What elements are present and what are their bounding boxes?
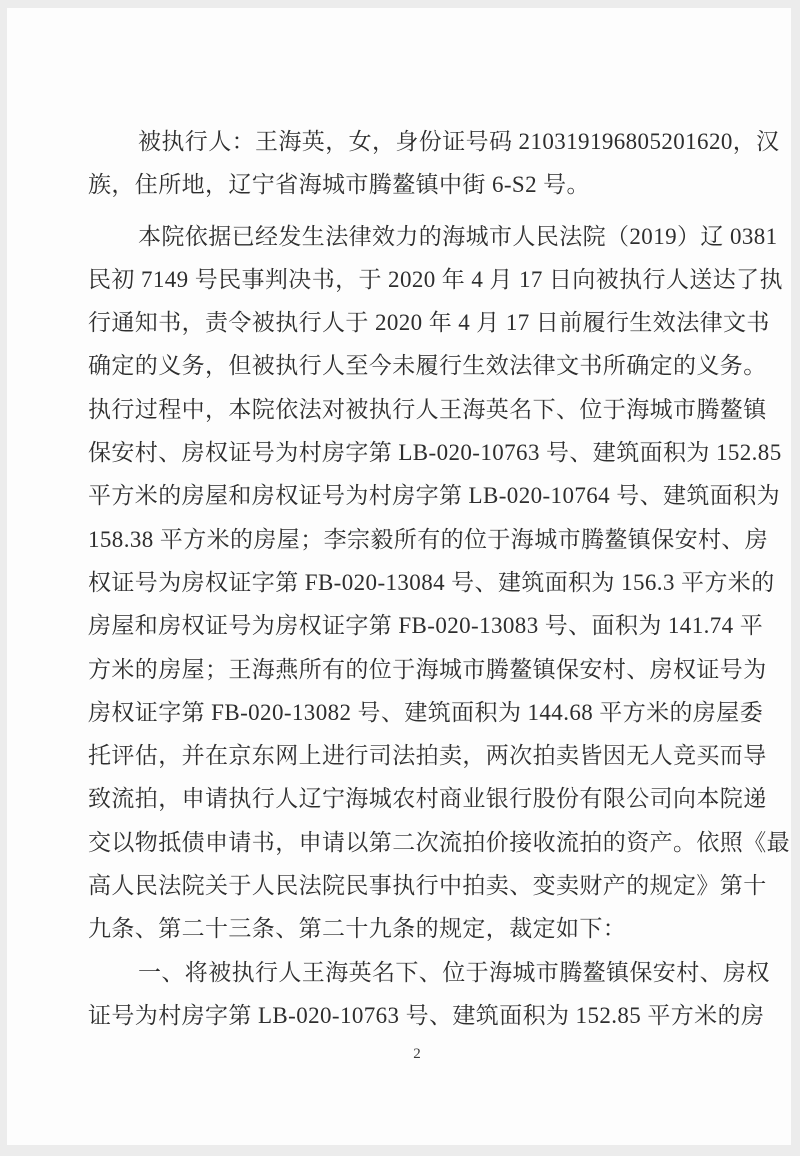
- paragraph-ruling-basis: [88, 215, 790, 951]
- text-line: 交以物抵债申请书，申请以第二次流拍价接收流拍的资产。依照《最: [88, 829, 790, 855]
- document-body: [88, 120, 790, 1037]
- text-line: 民初 7149 号民事判决书，于 2020 年 4 月 17 日向被执行人送达了执: [88, 266, 783, 292]
- text-line: 致流拍，申请执行人辽宁海城农村商业银行股份有限公司向本院递: [88, 786, 767, 812]
- text-line: 被执行人：王海英，女，身份证号码 210319196805201620，汉: [138, 129, 780, 154]
- page-number: 2: [413, 1046, 421, 1062]
- text-line: 族，住所地，辽宁省海城市腾鳌镇中街 6-S2 号。: [88, 172, 590, 198]
- text-line: 确定的义务，但被执行人至今未履行生效法律文书所确定的义务。: [88, 353, 767, 379]
- text-line: 一、将被执行人王海英名下、位于海城市腾鳌镇保安村、房权: [138, 959, 770, 985]
- text-line: 方米的房屋；王海燕所有的位于海城市腾鳌镇保安村、房权证号为: [88, 656, 767, 682]
- document-page: [7, 8, 791, 1145]
- paragraph-ruling-item-1: [88, 951, 770, 1038]
- text-line: 行通知书，责令被执行人于 2020 年 4 月 17 日前履行生效法律文书: [88, 310, 770, 336]
- text-line: 158.38 平方米的房屋；李宗毅所有的位于海城市腾鳌镇保安村、房: [88, 526, 769, 552]
- text-line: 本院依据已经发生法律效力的海城市人民法院（2019）辽 0381: [138, 223, 778, 249]
- paragraph-defendant-info: [88, 120, 780, 207]
- text-line: 保安村、房权证号为村房字第 LB-020-10763 号、建筑面积为 152.85: [88, 440, 782, 466]
- text-line: 高人民法院关于人民法院民事执行中拍卖、变卖财产的规定》第十: [88, 873, 767, 899]
- text-line: 九条、第二十三条、第二十九条的规定，裁定如下：: [88, 916, 627, 942]
- text-line: 证号为村房字第 LB-020-10763 号、建筑面积为 152.85 平方米的房: [88, 1002, 765, 1028]
- text-line: 平方米的房屋和房权证号为村房字第 LB-020-10764 号、建筑面积为: [88, 483, 781, 509]
- text-line: 房屋和房权证号为房权证字第 FB-020-13083 号、面积为 141.74 平: [88, 613, 764, 639]
- text-line: 执行过程中，本院依法对被执行人王海英名下、位于海城市腾鳌镇: [88, 396, 767, 422]
- text-line: 托评估，并在京东网上进行司法拍卖，两次拍卖皆因无人竞买而导: [88, 743, 767, 769]
- text-line: 权证号为房权证字第 FB-020-13084 号、建筑面积为 156.3 平方米的: [88, 569, 775, 595]
- text-line: 房权证字第 FB-020-13082 号、建筑面积为 144.68 平方米的房屋委: [88, 699, 764, 725]
